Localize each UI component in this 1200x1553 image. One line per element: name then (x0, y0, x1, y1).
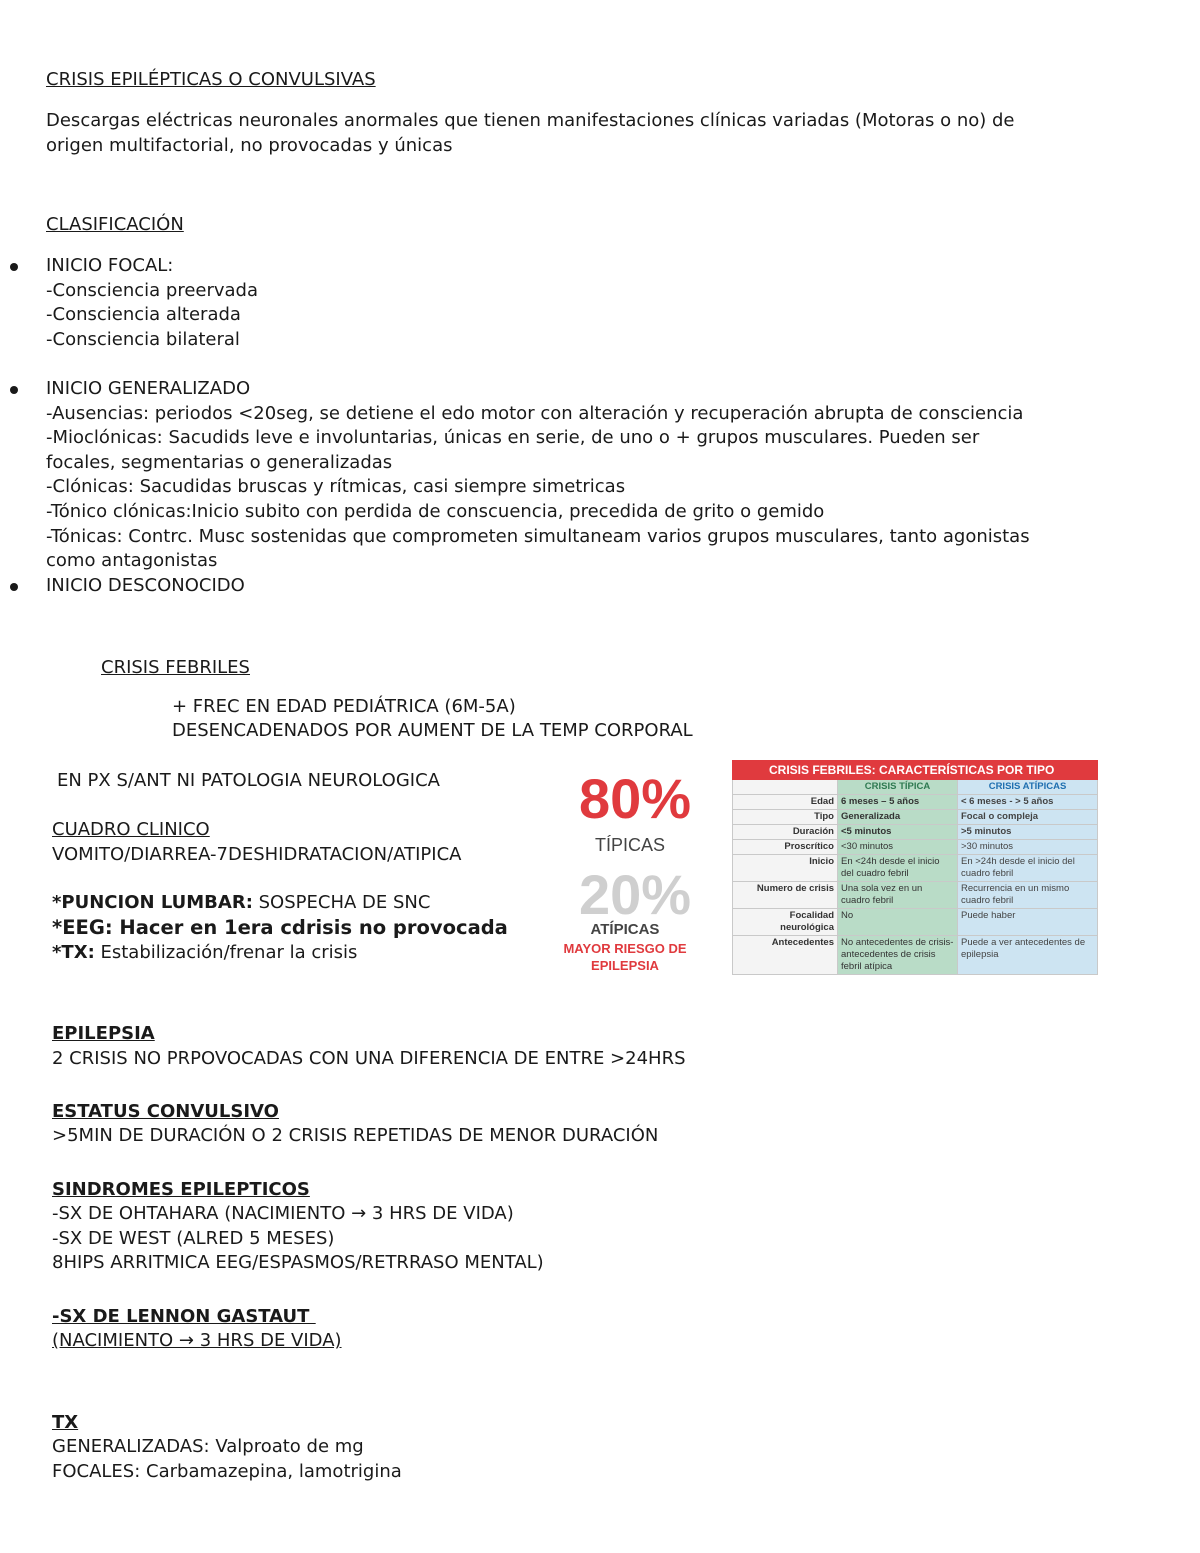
focal-heading: INICIO FOCAL: (46, 255, 174, 276)
row-label: Proscrítico (733, 840, 838, 855)
definition-line: Descargas eléctricas neuronales anormales que tienen manifestaciones clínicas variadas (Motoras o no) de (46, 110, 1015, 131)
lennon-text: (NACIMIENTO → 3 HRS DE VIDA) (52, 1330, 342, 1351)
list-item: -Tónico clónicas:Inicio subito con perdida de conscuencia, precedida de grito o gemido (46, 500, 825, 522)
px-text: EN PX S/ANT NI PATOLOGIA NEUROLOGICA (57, 770, 440, 791)
typical-cell: No antecedentes de crisis- antecedentes de crisis febril atípica (838, 936, 958, 975)
list-item: -Ausencias: periodos <20seg, se detiene el edo motor con alteración y recuperación abrupta de consciencia (46, 402, 1024, 424)
tx-focales-label: FOCALES: (52, 1461, 141, 1482)
typical-cell: No (838, 909, 958, 936)
atypical-cell: >5 minutos (958, 825, 1098, 840)
table-header-typical: CRISIS TÍPICA (838, 780, 958, 795)
cuadro-clinico-text: VOMITO/DIARREA-7DESHIDRATACION/ATIPICA (52, 844, 462, 865)
febriles-line: DESENCADENADOS POR AUMENT DE LA TEMP CORPORAL (172, 720, 693, 741)
focal-list (46, 254, 258, 352)
row-label: Focalidad neurológica (733, 909, 838, 936)
definition-paragraph (46, 109, 1136, 158)
atypical-cell: >30 minutos (958, 840, 1098, 855)
febriles-table (732, 760, 1098, 975)
atypical-cell: Puede haber (958, 909, 1098, 936)
typical-cell: 6 meses – 5 años (838, 795, 958, 810)
typical-cell: En <24h desde el inicio del cuadro febril (838, 855, 958, 882)
typical-percent: 80% (578, 767, 692, 830)
table-row (733, 810, 1098, 825)
puncion-lumbar-line (52, 891, 430, 915)
atypical-percent: 20% (578, 863, 692, 926)
typical-cell: <30 minutos (838, 840, 958, 855)
atypical-cell: Puede a ver antecedentes de epilepsia (958, 936, 1098, 975)
tx-generalizadas-line (52, 1435, 364, 1459)
estatus-text: >5MIN DE DURACIÓN O 2 CRISIS REPETIDAS DE MENOR DURACIÓN (52, 1125, 659, 1146)
risk-line: EPILEPSIA (591, 958, 659, 973)
tx-generalizadas-text: Valproato de mg (209, 1436, 364, 1457)
typical-cell: Generalizada (838, 810, 958, 825)
list-item: focales, segmentarias o generalizadas (46, 451, 393, 473)
bullet-icon (10, 583, 18, 591)
epilepsia-text: 2 CRISIS NO PRPOVOCADAS CON UNA DIFERENCIA DE ENTRE >24HRS (52, 1048, 686, 1069)
table-header-atypical: CRISIS ATÍPICAS (958, 780, 1098, 795)
bullet-icon (10, 386, 18, 394)
clasificacion-title: CLASIFICACIÓN (46, 214, 184, 235)
tx-title: TX (52, 1412, 79, 1433)
tx-focales-line (52, 1460, 402, 1484)
sindrome-line: -SX DE OHTAHARA (NACIMIENTO → 3 HRS DE VIDA) (52, 1203, 514, 1224)
sindrome-line: -SX DE WEST (ALRED 5 MESES) (52, 1228, 335, 1249)
bullet-icon (10, 263, 18, 271)
table-row (733, 840, 1098, 855)
febriles-line: + FREC EN EDAD PEDIÁTRICA (6M-5A) (172, 696, 516, 717)
puncion-label: *PUNCION LUMBAR: (52, 892, 253, 913)
tx-generalizadas-label: GENERALIZADAS: (52, 1436, 210, 1457)
list-item: -Clónicas: Sacudidas bruscas y rítmicas, casi siempre simetricas (46, 476, 626, 498)
table-row (733, 795, 1098, 810)
table-row (733, 855, 1098, 882)
febriles-title: CRISIS FEBRILES (101, 657, 250, 678)
list-item: -Consciencia bilateral (46, 328, 240, 350)
sindrome-line: 8HIPS ARRITMICA EEG/ESPASMOS/RETRRASO MENTAL) (52, 1252, 544, 1273)
tx-label: *TX: (52, 942, 95, 963)
table-header-blank (733, 780, 838, 795)
generalizado-heading: INICIO GENERALIZADO (46, 378, 251, 399)
row-label: Inicio (733, 855, 838, 882)
atypical-cell: < 6 meses - > 5 años (958, 795, 1098, 810)
estatus-title: ESTATUS CONVULSIVO (52, 1101, 279, 1122)
puncion-text: SOSPECHA DE SNC (252, 892, 431, 913)
risk-line: MAYOR RIESGO DE (563, 941, 687, 956)
table-row (733, 882, 1098, 909)
definition-line: origen multifactorial, no provocadas y únicas (46, 134, 453, 156)
table-row (733, 909, 1098, 936)
row-label: Antecedentes (733, 936, 838, 975)
typical-cell: <5 minutos (838, 825, 958, 840)
epilepsia-title: EPILEPSIA (52, 1023, 155, 1044)
row-label: Tipo (733, 810, 838, 825)
section-title-crisis-epilepticas: CRISIS EPILÉPTICAS O CONVULSIVAS (46, 69, 376, 90)
eeg-line: *EEG: Hacer en 1era cdrisis no provocada (52, 916, 508, 939)
tx-focales-text: Carbamazepina, lamotrigina (140, 1461, 402, 1482)
tx-text: Estabilización/frenar la crisis (94, 942, 358, 963)
atypical-cell: En >24h desde el inicio del cuadro febril (958, 855, 1098, 882)
table-row (733, 825, 1098, 840)
sindromes-title: SINDROMES EPILEPTICOS (52, 1179, 310, 1200)
list-item: -Consciencia preervada (46, 279, 259, 301)
typical-label: TÍPICAS (594, 835, 665, 855)
desconocido-heading: INICIO DESCONOCIDO (46, 575, 245, 596)
row-label: Duración (733, 825, 838, 840)
row-label: Numero de crisis (733, 882, 838, 909)
list-item: -Tónicas: Contrc. Musc sostenidas que comprometen simultaneam varios grupos musculares, tanto agonistas (46, 525, 1030, 547)
cuadro-clinico-title: CUADRO CLINICO (52, 819, 210, 840)
tx-febriles-line (52, 941, 357, 965)
lennon-title: -SX DE LENNON GASTAUT (52, 1306, 316, 1327)
list-item: -Consciencia alterada (46, 304, 241, 326)
list-item: -Mioclónicas: Sacudids leve e involuntarias, únicas en serie, de uno o + grupos musculares. Pueden ser (46, 427, 980, 449)
atypical-label: ATÍPICAS (590, 921, 660, 938)
atypical-cell: Recurrencia en un mismo cuadro febril (958, 882, 1098, 909)
typical-cell: Una sola vez en un cuadro febril (838, 882, 958, 909)
atypical-cell: Focal o compleja (958, 810, 1098, 825)
list-item: como antagonistas (46, 550, 218, 572)
table-row (733, 936, 1098, 975)
table-title: CRISIS FEBRILES: CARACTERÍSTICAS POR TIPO (733, 761, 1098, 780)
generalizado-list (46, 377, 1030, 574)
row-label: Edad (733, 795, 838, 810)
